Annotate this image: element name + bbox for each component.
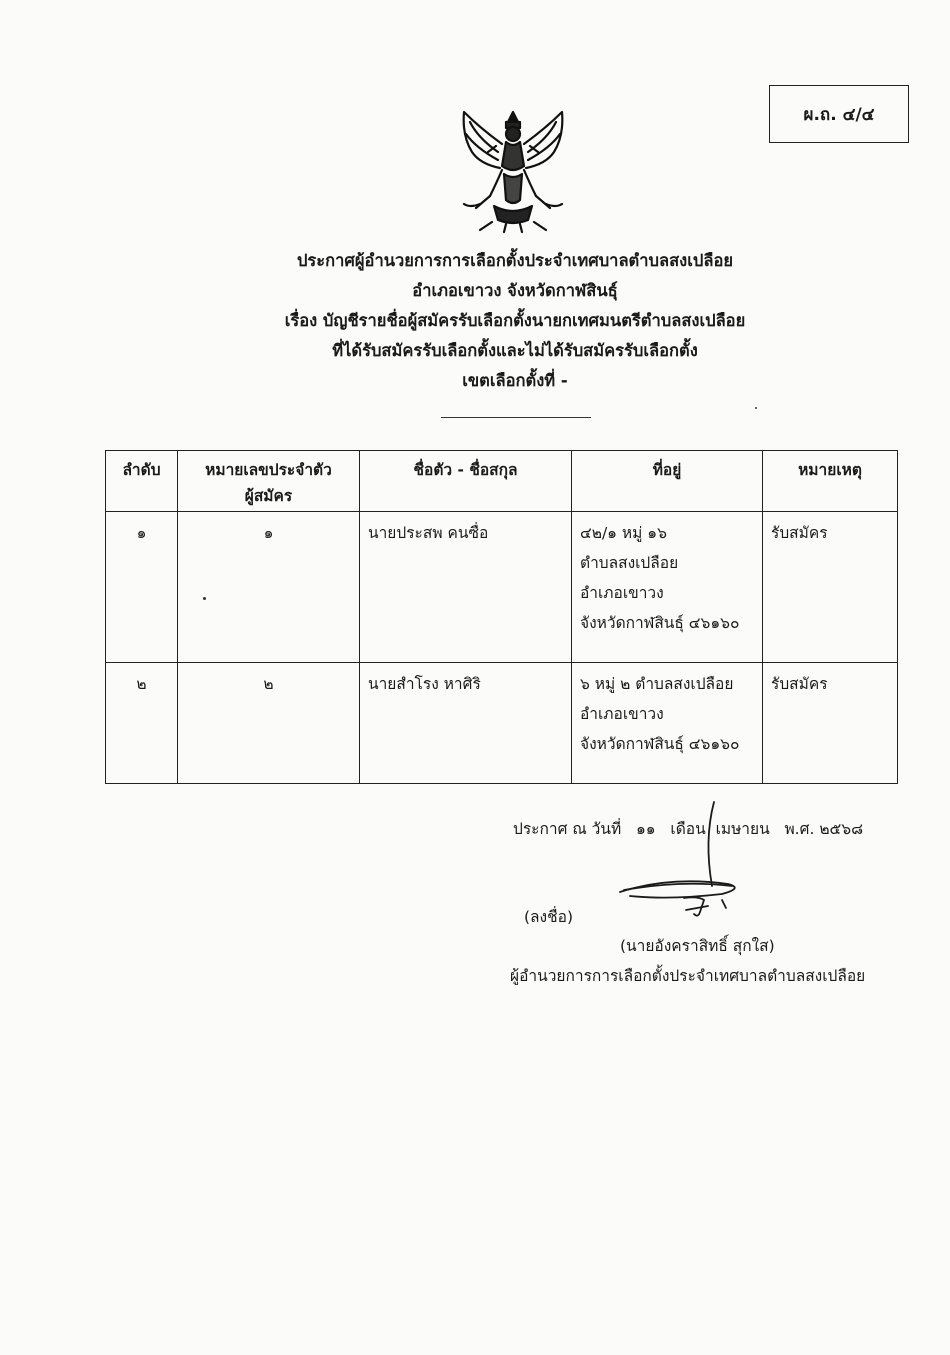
- announcement-heading: [180, 246, 850, 396]
- cell-name: นายสำโรง หาศิริ: [360, 663, 572, 784]
- date-month-label: เดือน: [670, 820, 706, 838]
- handwritten-signature: [600, 800, 760, 920]
- header-remark: หมายเหตุ: [763, 451, 898, 512]
- address-line: ๔๒/๑ หมู่ ๑๖: [580, 524, 667, 542]
- address-line: อำเภอเขาวง: [580, 705, 664, 723]
- table-row: [106, 663, 898, 784]
- cell-name: นายประสพ คนซื่อ: [360, 512, 572, 663]
- cell-address: [572, 512, 763, 663]
- cell-candidate-number: ๒: [178, 663, 360, 784]
- address-line: จังหวัดกาฬสินธุ์ ๔๖๑๖๐: [580, 735, 740, 753]
- form-code-box: [769, 85, 909, 143]
- heading-line-3: เรื่อง บัญชีรายชื่อผู้สมัครรับเลือกตั้งนายกเทศมนตรีตำบลสงเปลือย: [284, 311, 746, 330]
- header-order: ลำดับ: [106, 451, 178, 512]
- scan-speck: [755, 407, 757, 409]
- date-prefix: ประกาศ ณ วันที่: [513, 820, 622, 838]
- cell-candidate-number: ๑: [178, 512, 360, 663]
- heading-line-1: ประกาศผู้อำนวยการการเลือกตั้งประจำเทศบาลตำบลสงเปลือย: [296, 251, 734, 270]
- form-code: ผ.ถ. ๔/๔: [803, 104, 875, 125]
- heading-line-2: อำเภอเขาวง จังหวัดกาฬสินธุ์: [412, 281, 618, 300]
- table-header-row: [106, 451, 898, 512]
- date-year-label: พ.ศ.: [784, 820, 815, 838]
- header-candidate-number: [178, 451, 360, 512]
- heading-line-4: ที่ได้รับสมัครรับเลือกตั้งและไม่ได้รับสมัครรับเลือกตั้ง: [332, 341, 698, 360]
- candidate-table: [105, 450, 898, 784]
- signed-label: (ลงชื่อ): [524, 908, 573, 926]
- header-candidate-number-line-1: หมายเลขประจำตัว: [205, 461, 332, 479]
- date-year: ๒๕๖๘: [819, 820, 864, 838]
- cell-remark: รับสมัคร: [763, 512, 898, 663]
- header-name: ชื่อตัว - ชื่อสกุล: [360, 451, 572, 512]
- header-candidate-number-line-2: ผู้สมัคร: [244, 487, 293, 505]
- heading-divider: [441, 417, 591, 418]
- signer-name: (นายอังคราสิทธิ์ สุกใส): [620, 937, 775, 955]
- address-line: ๖ หมู่ ๒ ตำบลสงเปลือย: [580, 675, 734, 693]
- heading-line-5: เขตเลือกตั้งที่ -: [462, 371, 568, 390]
- table-row: [106, 512, 898, 663]
- cell-order: ๒: [106, 663, 178, 784]
- address-line: อำเภอเขาวง: [580, 584, 664, 602]
- cell-address: [572, 663, 763, 784]
- address-line: ตำบลสงเปลือย: [580, 554, 679, 572]
- header-address: ที่อยู่: [572, 451, 763, 512]
- date-month: เมษายน: [715, 820, 770, 838]
- address-line: จังหวัดกาฬสินธุ์ ๔๖๑๖๐: [580, 614, 740, 632]
- cell-remark: รับสมัคร: [763, 663, 898, 784]
- garuda-emblem-icon: [450, 108, 576, 234]
- cell-order: ๑: [106, 512, 178, 663]
- signer-position: ผู้อำนวยการการเลือกตั้งประจำเทศบาลตำบลสงเปลือย: [510, 967, 866, 985]
- date-day: ๑๑: [635, 820, 656, 838]
- scan-speck: [203, 597, 206, 600]
